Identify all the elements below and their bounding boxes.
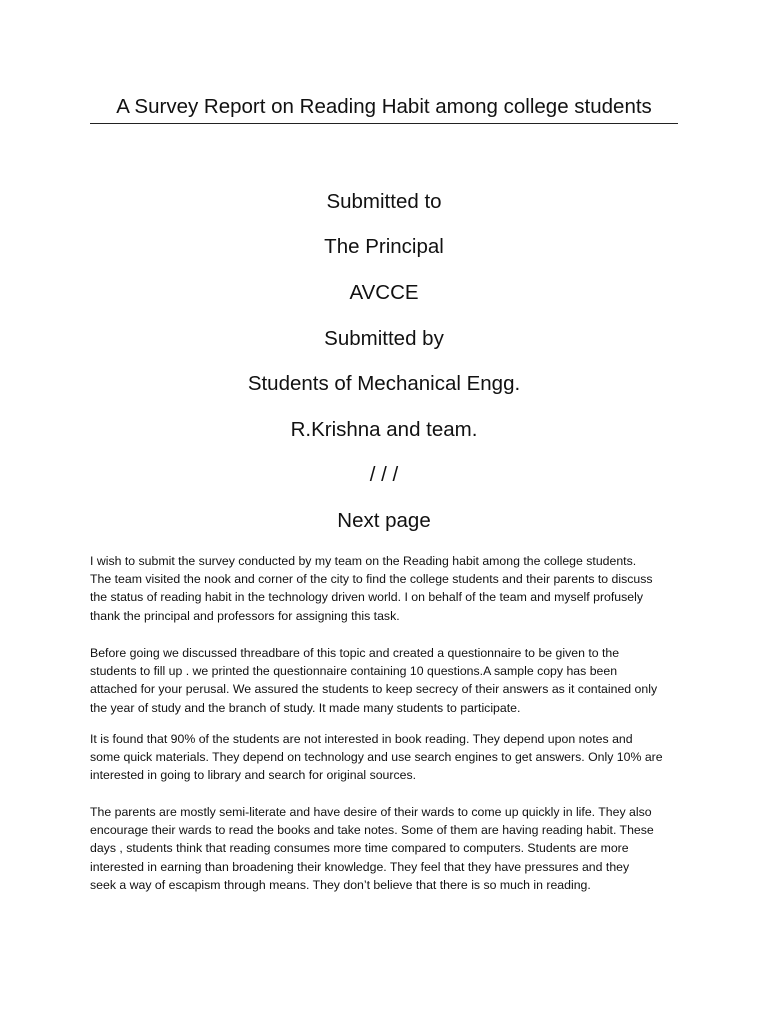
paragraph-method [90, 644, 690, 717]
submitter-department: Students of Mechanical Engg. [247, 372, 521, 395]
text-line: The parents are mostly semi-literate and have desire of their wards to come up quickly in life. They also [90, 805, 652, 819]
text-line: days , students think that reading consumes more time compared to computers. Students are more [90, 841, 629, 856]
paragraph-intro [90, 552, 690, 625]
report-title: A Survey Report on Reading Habit among college students [116, 95, 652, 118]
text-line: It is found that 90% of the students are not interested in book reading. They depend upon notes and [90, 732, 633, 746]
text-line: The team visited the nook and corner of the city to find the college students and their parents to discuss [90, 572, 653, 587]
text-line: I wish to submit the survey conducted by my team on the Reading habit among the college students. [90, 554, 637, 568]
text-line: the year of study and the branch of study. It made many students to participate. [90, 700, 521, 715]
separator-slashes: / / / [369, 463, 399, 486]
submitted-to-label: Submitted to [326, 190, 442, 213]
text-line: thank the principal and professors for assigning this task. [90, 608, 400, 623]
submitted-by-label: Submitted by [324, 327, 444, 350]
title-underline [90, 123, 678, 124]
submitter-name: R.Krishna and team. [290, 418, 478, 441]
text-line: interested in going to library and search for original sources. [90, 768, 417, 783]
text-line: seek a way of escapism through means. They don’t believe that there is so much in reading. [90, 877, 591, 892]
text-line: interested in earning than broadening their knowledge. They feel that they have pressures and they [90, 859, 630, 874]
text-line: students to fill up . we printed the questionnaire containing 10 questions.A sample copy has been [90, 664, 618, 679]
text-line: attached for your perusal. We assured the students to keep secrecy of their answers as it contained only [90, 682, 658, 697]
text-line: Before going we discussed threadbare of this topic and created a questionnaire to be given to the [90, 646, 620, 660]
recipient-institution: AVCCE [349, 281, 419, 304]
text-line: some quick materials. They depend on technology and use search engines to get answers. Only 10% are [90, 750, 663, 765]
text-line: the status of reading habit in the technology driven world. I on behalf of the team and myself profusely [90, 590, 644, 605]
text-line: encourage their wards to read the books and take notes. Some of them are having reading habit. These [90, 823, 654, 838]
recipient-title: The Principal [324, 235, 444, 258]
paragraph-parents [90, 803, 690, 894]
next-page-heading: Next page [337, 509, 431, 532]
paragraph-findings [90, 730, 690, 785]
